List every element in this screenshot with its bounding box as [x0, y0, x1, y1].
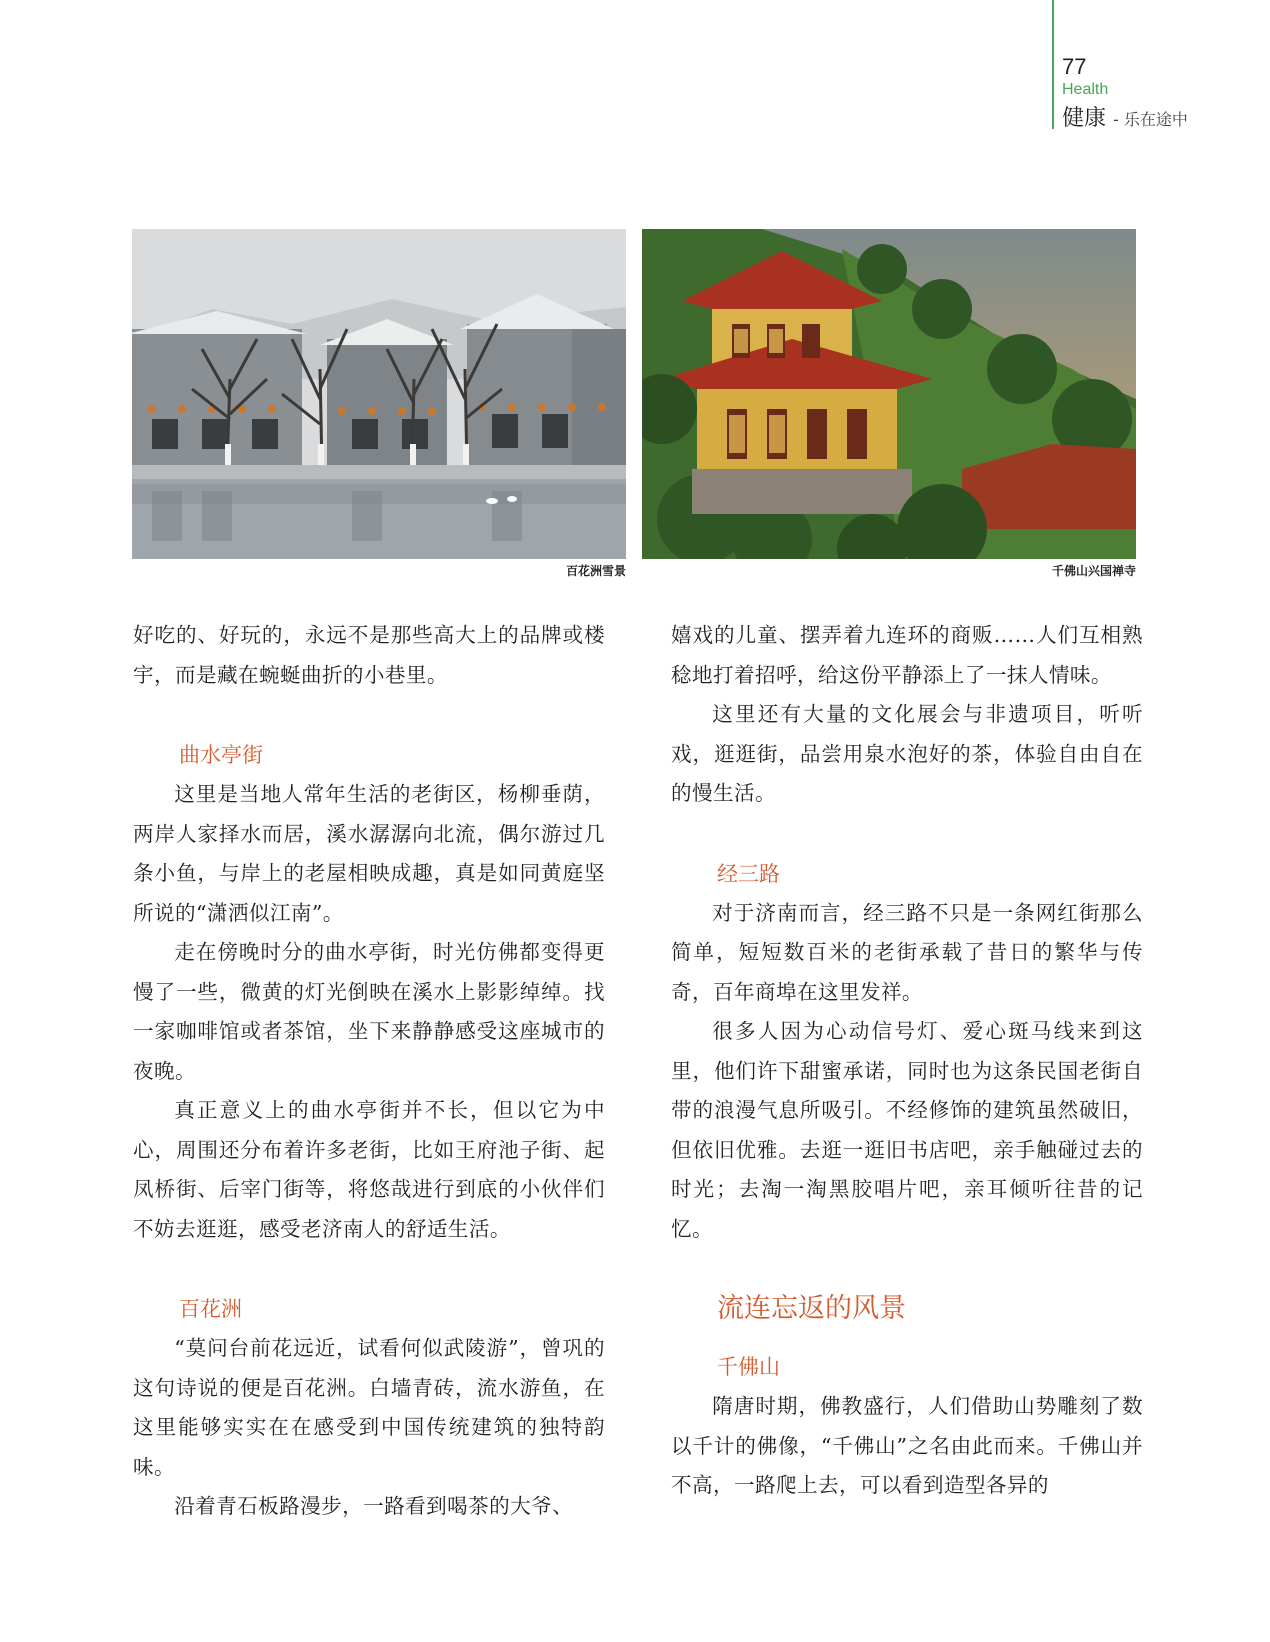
snowy-lake-village-photo	[132, 229, 626, 559]
subsection-label: - 乐在途中	[1113, 110, 1188, 129]
heading-scenery: 流连忘返的风景	[717, 1293, 906, 1324]
baihuazhou-paragraph-1: “莫问台前花远近，试看何似武陵游”，曾巩的这句诗说的便是百花洲。白墙青砖，流水游鱼，在这里能够实实在在感受到中国传统建筑的独特韵味。	[133, 1336, 605, 1479]
photo-qianfoshan	[642, 229, 1136, 559]
qushuiting-paragraph-1: 这里是当地人常年生活的老街区，杨柳垂荫，两岸人家择水而居，溪水潺潺向北流，偶尔游过几条小鱼，与岸上的老屋相映成趣，真是如同黄庭坚所说的“潇洒似江南”。	[133, 782, 605, 925]
heading-qianfoshan: 千佛山	[717, 1355, 780, 1379]
jingsanlu-paragraph-2: 很多人因为心动信号灯、爱心斑马线来到这里，他们许下甜蜜承诺，同时也为这条民国老街自带的浪漫气息所吸引。不经修饰的建筑虽然破旧，但依旧优雅。去逛一逛旧书店吧，亲手触碰过去的时光；去淘一淘黑胶唱片吧，亲耳倾听往昔的记忆。	[671, 1019, 1143, 1241]
header-divider	[1052, 0, 1054, 129]
qushuiting-paragraph-3: 真正意义上的曲水亭街并不长，但以它为中心，周围还分布着许多老街，比如王府池子街、起凤桥街、后宰门街等，将悠哉进行到底的小伙伴们不妨去逛逛，感受老济南人的舒适生活。	[133, 1098, 605, 1241]
jingsanlu-paragraph-1: 对于济南而言，经三路不只是一条网红街那么简单，短短数百米的老街承载了昔日的繁华与传奇，百年商埠在这里发祥。	[671, 900, 1143, 1004]
section-label	[1062, 101, 1188, 132]
baihuazhou-continued: 嬉戏的儿童、摆弄着九连环的商贩……人们互相熟稔地打着招呼，给这份平静添上了一抹人情味。	[671, 623, 1143, 687]
intro-paragraph: 好吃的、好玩的，永远不是那些高大上的品牌或楼宇，而是藏在蜿蜒曲折的小巷里。	[133, 623, 605, 687]
photo-caption-1: 百花洲雪景	[565, 564, 626, 578]
qianfoshan-paragraph-1: 隋唐时期，佛教盛行，人们借助山势雕刻了数以千计的佛像，“千佛山”之名由此而来。千佛山并不高，一路爬上去，可以看到造型各异的	[671, 1394, 1143, 1497]
heading-qushuiting: 曲水亭街	[179, 743, 263, 767]
baihuazhou-paragraph-3: 这里还有大量的文化展会与非遗项目，听听戏，逛逛街，品尝用泉水泡好的茶，体验自由自在的慢生活。	[671, 702, 1143, 805]
section-label-cn: 健康	[1062, 106, 1107, 131]
temple-hillside-photo	[642, 229, 1136, 559]
left-column	[133, 616, 605, 1527]
page-number: 77	[1062, 54, 1087, 79]
photo-baihuazhou	[132, 229, 626, 559]
heading-baihuazhou: 百花洲	[179, 1297, 242, 1321]
right-column	[671, 616, 1143, 1506]
photo-caption-2: 千佛山兴国禅寺	[1051, 564, 1136, 578]
baihuazhou-paragraph-2: 沿着青石板路漫步，一路看到喝茶的大爷、	[174, 1494, 574, 1518]
qushuiting-paragraph-2: 走在傍晚时分的曲水亭街，时光仿佛都变得更慢了一些，微黄的灯光倒映在溪水上影影绰绰。找一家咖啡馆或者茶馆，坐下来静静感受这座城市的夜晚。	[133, 940, 605, 1083]
heading-jingsanlu: 经三路	[717, 861, 780, 886]
section-label-en: Health	[1062, 81, 1109, 98]
